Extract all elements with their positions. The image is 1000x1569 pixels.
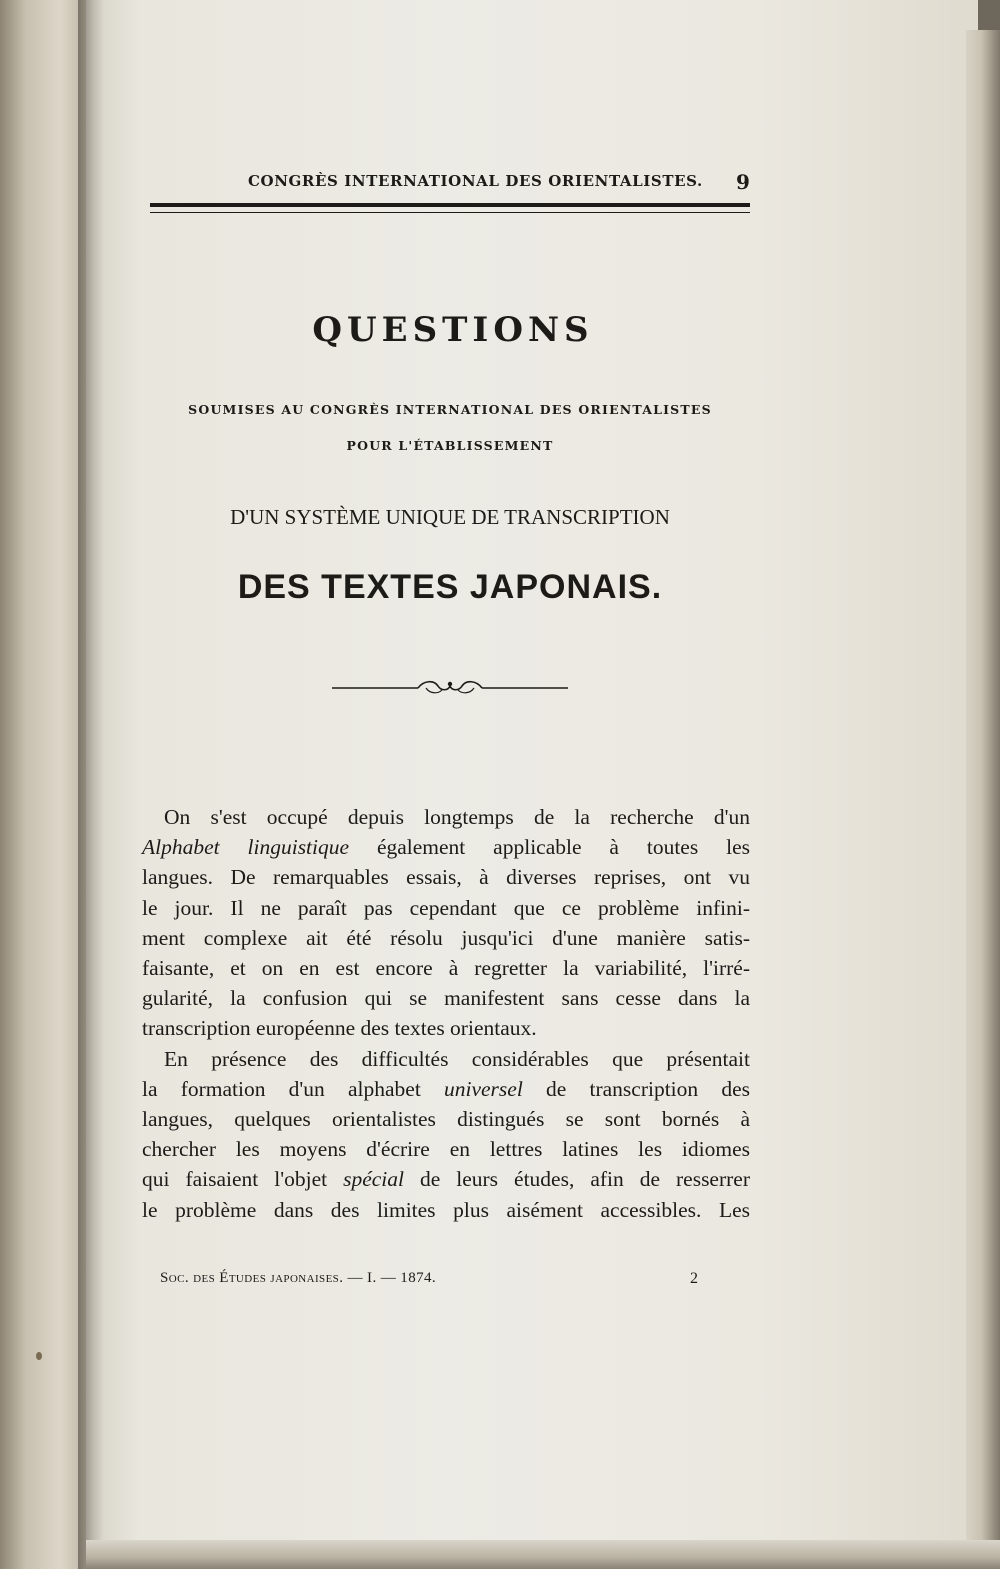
header-rule (150, 203, 750, 207)
binding-gutter (78, 0, 104, 1569)
footer-sheet-number: 2 (690, 1270, 698, 1287)
ornament-divider (330, 676, 570, 700)
italic-term: universel (444, 1076, 523, 1101)
body-line: En présence des difficultés considérables que présentait (164, 1046, 750, 1071)
paper-stain (36, 1352, 42, 1360)
italic-term: Alphabet linguistique (142, 835, 350, 860)
body-line: ment complexe ait été résolu jusqu'ici d'une manière satis- (142, 925, 750, 950)
body-line: langues. De remarquables essais, à diverses reprises, ont vu (142, 865, 750, 890)
subtitle-line-3: D'UN SYSTÈME UNIQUE DE TRANSCRIPTION (230, 505, 670, 529)
body-line: On s'est occupé depuis longtemps de la recherche d'un (164, 805, 750, 829)
body-line: le jour. Il ne paraît pas cependant que ce problème infini- (142, 895, 750, 920)
body-line: gularité, la confusion qui se manifestent sans cesse dans la (142, 986, 750, 1011)
page-number: 9 (736, 170, 750, 194)
body-line: chercher les moyens d'écrire en lettres latines les idiomes (142, 1137, 750, 1162)
body-line: le problème dans des limites plus aisément accessibles. Les (142, 1197, 750, 1222)
body-line: qui faisaient l'objet spécial de leurs études, afin de resserrer (142, 1167, 751, 1192)
footer-signature: Soc. des Études japonaises. — I. — 1874. (160, 1270, 437, 1286)
subtitle-line-2: POUR L'ÉTABLISSEMENT (346, 438, 554, 453)
page-sheet (86, 0, 978, 1569)
page-right-edge (966, 30, 1000, 1569)
previous-page-edge (0, 0, 86, 1569)
page-bottom-edge (86, 1540, 1000, 1569)
subtitle-line-4: DES TEXTES JAPONAIS. (237, 568, 663, 606)
body-line: Alphabet linguistique également applicable à toutes les (142, 835, 750, 860)
running-head: CONGRÈS INTERNATIONAL DES ORIENTALISTES. (248, 172, 703, 190)
subtitle-line-1: SOUMISES AU CONGRÈS INTERNATIONAL DES ORIENTALISTES (188, 402, 712, 417)
header-rule-thin (150, 212, 750, 213)
italic-term: spécial (343, 1167, 404, 1192)
body-text (142, 802, 750, 1225)
page-title: QUESTIONS (312, 310, 594, 350)
body-line: transcription européenne des textes orientaux. (142, 1016, 537, 1041)
body-line: la formation d'un alphabet universel de transcription des (142, 1076, 750, 1101)
body-line: langues, quelques orientalistes distingués se sont bornés à (142, 1107, 750, 1132)
body-line: faisante, et on en est encore à regretter la variabilité, l'irré- (142, 956, 750, 981)
